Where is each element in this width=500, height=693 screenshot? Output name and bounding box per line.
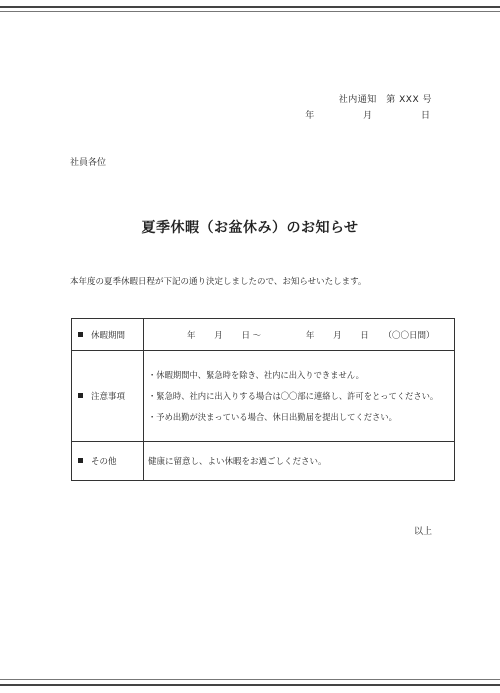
period-value-cell — [144, 319, 455, 351]
start-day: 日 ～ — [241, 330, 262, 341]
square-bullet-icon — [78, 393, 83, 398]
end-month: 月 — [333, 330, 342, 341]
other-label: その他 — [91, 457, 117, 467]
top-border-thick — [0, 6, 500, 8]
note-item: ・予め出勤が決まっている場合、休日出勤届を提出してください。 — [148, 411, 397, 422]
notes-label-cell — [72, 351, 144, 442]
table-row-period — [72, 319, 455, 351]
notes-value-cell — [144, 351, 455, 442]
date-year: 年 — [305, 111, 315, 121]
start-year: 年 — [187, 330, 196, 341]
bottom-border-thick — [0, 684, 500, 686]
other-label-cell — [72, 442, 144, 481]
table-row-other — [72, 442, 455, 481]
document-title: 夏季休暇（お盆休み）のお知らせ — [141, 220, 359, 236]
date-day: 日 — [420, 111, 430, 121]
note-item: ・休暇期間中、緊急時を除き、社内に出入りできません。 — [148, 369, 364, 380]
other-text: 健康に留意し、よい休暇をお過ごしください。 — [148, 457, 327, 467]
date-month: 月 — [363, 111, 373, 121]
duration: （〇〇日間） — [383, 330, 435, 341]
top-border-thin — [0, 11, 500, 12]
other-value-cell — [144, 442, 455, 481]
notes-label: 注意事項 — [91, 392, 126, 402]
end-day: 日 — [360, 330, 369, 341]
details-table — [71, 318, 455, 481]
square-bullet-icon — [78, 332, 83, 337]
intro-text: 本年度の夏季休暇日程が下記の通り決定しましたので、お知らせいたします。 — [70, 277, 367, 287]
note-item: ・緊急時、社内に出入りする場合は〇〇部に連絡し、許可をとってください。 — [148, 390, 439, 401]
table-row-notes — [72, 351, 455, 442]
notice-number: 社内通知 第 XXX 号 — [338, 95, 432, 105]
start-month: 月 — [214, 330, 223, 341]
recipient: 社員各位 — [70, 158, 107, 168]
bottom-border-thin — [0, 679, 500, 680]
period-label-cell — [72, 319, 144, 351]
end-year: 年 — [305, 330, 315, 341]
issue-date — [305, 108, 430, 121]
square-bullet-icon — [78, 458, 83, 463]
closing-mark: 以上 — [413, 527, 432, 537]
period-label: 休暇期間 — [91, 330, 126, 341]
